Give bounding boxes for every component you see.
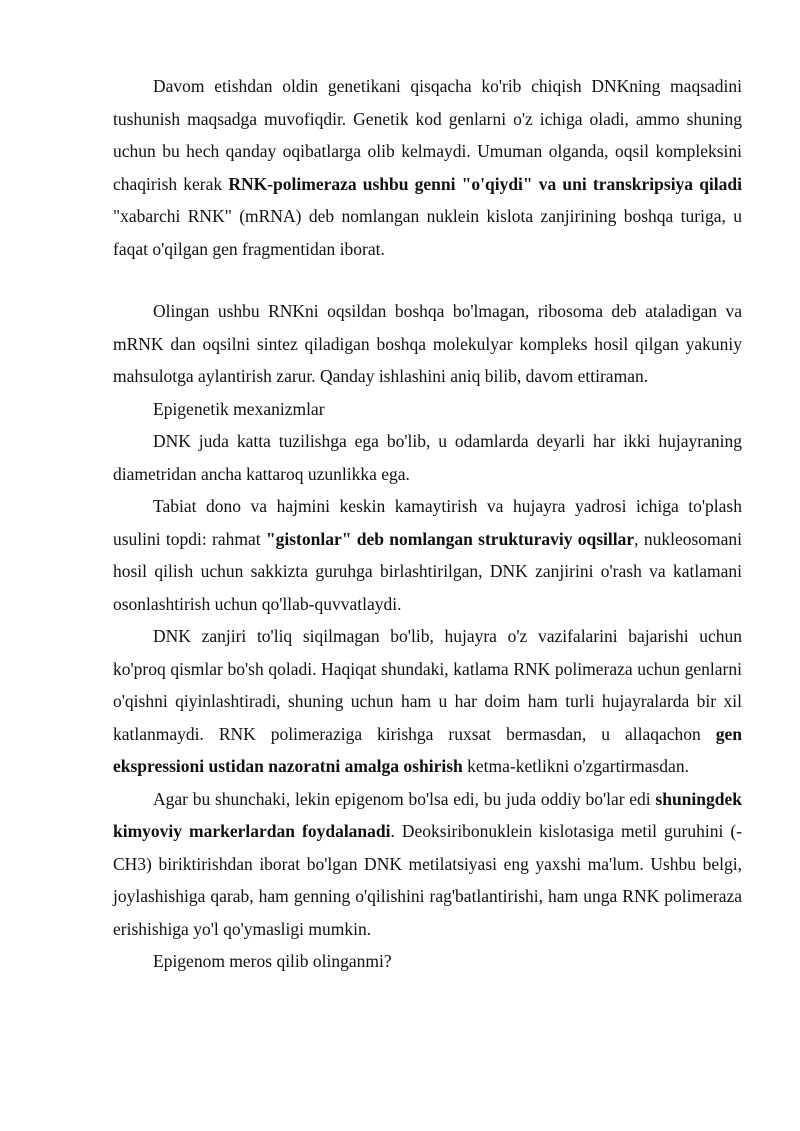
bold-phrase: gen ekspressioni ustidan nazoratni amalga oshirish bbox=[113, 723, 742, 776]
paragraph-text: . Deoksiribonuklein kislotasiga metil guruhini (-CH3) biriktirishdan iborat bo'lgan DNK metilatsiyasi eng yaxshi ma'lum. Ushbu belgi, joylashishiga qarab, ham genning o'qilishini rag'batlantirishi, ham unga RNK polimeraza erishishiga yo'l qo'ymasligi mumkin. bbox=[113, 821, 742, 939]
section-heading-epigenetic-mechanisms bbox=[113, 393, 742, 426]
paragraph-text: DNK juda katta tuzilishga ega bo'lib, u odamlarda deyarli har ikki hujayraning diametridan ancha kattaroq uzunlikka ega. bbox=[113, 431, 742, 484]
bold-phrase: RNK-polimeraza ushbu genni "o'qiydi" va uni transkripsiya qiladi bbox=[228, 173, 742, 194]
paragraph-dna-size bbox=[113, 425, 742, 490]
paragraph-histones bbox=[113, 490, 742, 620]
paragraph-text: Agar bu shunchaki, lekin epigenom bo'lsa edi, bu juda oddiy bo'lar edi bbox=[153, 788, 656, 809]
document-body bbox=[113, 70, 742, 978]
paragraph-genetics-intro bbox=[113, 70, 742, 265]
paragraph-text: Olingan ushbu RNKni oqsildan boshqa bo'lmagan, ribosoma deb ataladigan va mRNK dan oqsilni sintez qiladigan boshqa molekulyar kompleks hosil qilgan yakuniy mahsulotga aylantirish zarur. Qanday ishlashini aniq bilib, davom ettiraman. bbox=[113, 301, 742, 386]
paragraph-methylation bbox=[113, 783, 742, 946]
bold-phrase: shuningdek kimyoviy markerlardan foydalanadi bbox=[113, 788, 742, 841]
heading-text: Epigenetik mexanizmlar bbox=[153, 398, 325, 419]
bold-phrase: "gistonlar" deb nomlangan strukturaviy oqsillar bbox=[265, 528, 635, 549]
paragraph-text: Tabiat dono va hajmini keskin kamaytirish va hujayra yadrosi ichiga to'plash usulini topdi: rahmat bbox=[113, 496, 742, 549]
paragraph-text: "xabarchi RNK" (mRNA) deb nomlangan nuklein kislota zanjirining boshqa turiga, u faqat o'qilgan gen fragmentidan iborat. bbox=[113, 206, 742, 259]
paragraph-text: , nukleosomani hosil qilish uchun sakkizta guruhga birlashtirilgan, DNK zanjirini o'rash va katlamani osonlashtirish uchun qo'llab-quvvatlaydi. bbox=[113, 528, 743, 614]
paragraph-text: DNK zanjiri to'liq siqilmagan bo'lib, hujayra o'z vazifalarini bajarishi uchun ko'proq qismlar bo'sh qoladi. Haqiqat shundaki, katlama RNK polimeraza uchun genlarni o'qishni qiyinlashtiradi, shuning uchun ham u har doim ham turli hujayralarda bir xil katlanmaydi. RNK polimeraziga kirishga ruxsat bermasdan, u allaqachon bbox=[113, 626, 742, 744]
paragraph-text: Davom etishdan oldin genetikani qisqacha ko'rib chiqish DNKning maqsadini tushunish maqsadga muvofiqdir. Genetik kod genlarni o'z ichiga oladi, ammo shuning uchun bu hech qanday oqibatlarga olib kelmaydi. Umuman olganda, oqsil kompleksini chaqirish kerak bbox=[113, 76, 742, 194]
paragraph-text: ketma-ketlikni o'zgartirmasdan. bbox=[462, 756, 689, 776]
paragraph-folding bbox=[113, 620, 742, 783]
heading-text: Epigenom meros qilib olinganmi? bbox=[153, 951, 392, 971]
paragraph-ribosome bbox=[113, 295, 742, 393]
section-heading-epigenome-inherited bbox=[113, 945, 742, 978]
